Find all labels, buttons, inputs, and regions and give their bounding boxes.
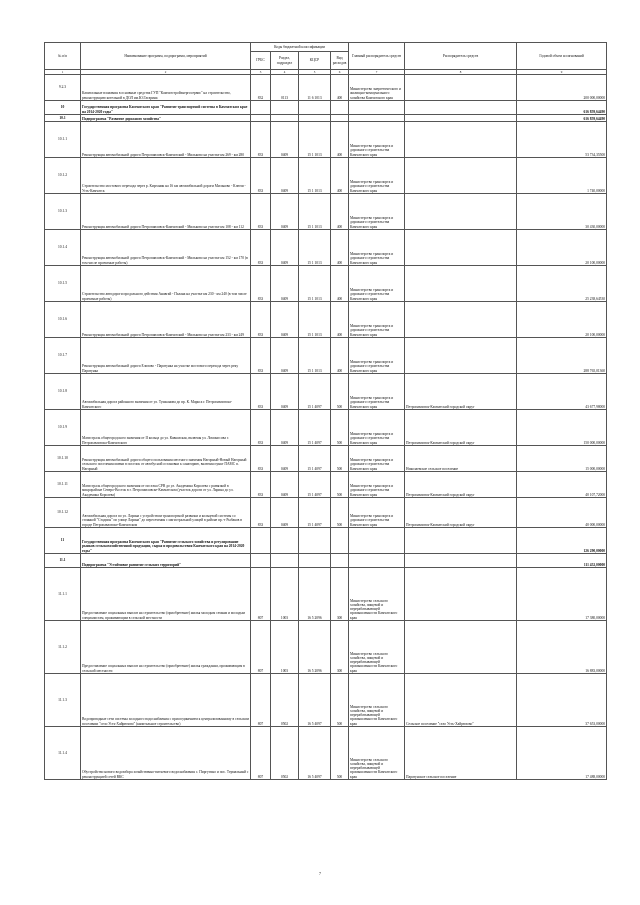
header-razdel: Раздел, подраздел xyxy=(271,52,299,70)
row-main-manager: Министерство транспорта и дорожного строительства Камчатского края xyxy=(349,446,405,472)
row-number: 10.1.1 xyxy=(45,122,81,158)
row-name: Реконструкция автомобильной дороги Петропавловск-Камчатский - Мильково на участке км 108 - км 112 xyxy=(81,194,251,230)
row-number: 9.2.3 xyxy=(45,75,81,101)
table-row xyxy=(45,554,607,568)
row-number: 10.1.3 xyxy=(45,194,81,230)
row-name: Реконструкция автомобильной дороги Елизово - Паратунка на участке мостового перехода через реку Паратунка xyxy=(81,338,251,374)
row-ksr xyxy=(299,115,331,122)
row-kvr: 400 xyxy=(331,158,349,194)
table-row xyxy=(45,194,607,230)
row-number: 10.1 xyxy=(45,115,81,122)
row-recipient: Петропавловск-Камчатский городской округ xyxy=(405,498,517,528)
row-number: 11 xyxy=(45,528,81,554)
row-number: 10.1.2 xyxy=(45,158,81,194)
column-number: 9 xyxy=(517,70,607,75)
row-grbs: 833 xyxy=(251,194,271,230)
row-amount: 20 100,00000 xyxy=(517,302,607,338)
row-main-manager: Министерство транспорта и дорожного строительства Камчатского края xyxy=(349,230,405,266)
column-number: 2 xyxy=(81,70,251,75)
row-name: Предоставление социальных выплат на строительство (приобретение) жилья гражданам, проживающим в сельской местности xyxy=(81,621,251,674)
row-amount: 111 452,00000 xyxy=(517,554,607,568)
row-kvr: 400 xyxy=(331,122,349,158)
row-main-manager xyxy=(349,528,405,554)
row-recipient xyxy=(405,266,517,302)
row-amount: 616 859,64490 xyxy=(517,101,607,115)
row-ksr: 15 1 1013 xyxy=(299,122,331,158)
row-ksr: 15 1 4097 xyxy=(299,472,331,498)
row-kvr: 400 xyxy=(331,338,349,374)
row-main-manager: Министерство транспорта и дорожного строительства Камчатского края xyxy=(349,472,405,498)
column-number: 1 xyxy=(45,70,81,75)
row-ksr: 16 5 2096 xyxy=(299,568,331,621)
row-number: 11.1.2 xyxy=(45,621,81,674)
row-razdel: 0409 xyxy=(271,338,299,374)
row-ksr: 15 1 1013 xyxy=(299,194,331,230)
row-amount: 40 107,72000 xyxy=(517,472,607,498)
row-grbs xyxy=(251,101,271,115)
row-kvr: 300 xyxy=(331,621,349,674)
row-number: 10 xyxy=(45,101,81,115)
row-kvr: 500 xyxy=(331,410,349,446)
table-row xyxy=(45,115,607,122)
row-grbs xyxy=(251,528,271,554)
budget-table xyxy=(44,42,607,780)
row-number: 11.1.1 xyxy=(45,568,81,621)
row-razdel: 0409 xyxy=(271,498,299,528)
row-main-manager xyxy=(349,554,405,568)
row-recipient xyxy=(405,554,517,568)
row-razdel xyxy=(271,554,299,568)
table-row xyxy=(45,122,607,158)
row-main-manager: Министерство сельского хозяйства, пищевой и перерабатывающей промышленности Камчатского края xyxy=(349,674,405,727)
row-ksr: 15 1 4097 xyxy=(299,374,331,410)
row-recipient xyxy=(405,338,517,374)
row-amount: 16 883,00000 xyxy=(517,621,607,674)
row-main-manager xyxy=(349,101,405,115)
row-grbs: 807 xyxy=(251,727,271,780)
column-number: 3 xyxy=(251,70,271,75)
row-main-manager: Министерство транспорта и дорожного строительства Камчатского края xyxy=(349,122,405,158)
row-razdel: 0409 xyxy=(271,194,299,230)
row-ksr: 15 1 1013 xyxy=(299,230,331,266)
row-name: Государственная программа Камчатского края "Развитие сельского хозяйства и регулирование рынков сельскохозяйственной продукции, сырья и продовольствия Камчатского края на 2014-2020 годы" xyxy=(81,528,251,554)
row-grbs: 807 xyxy=(251,621,271,674)
row-grbs: 833 xyxy=(251,410,271,446)
row-kvr: 400 xyxy=(331,302,349,338)
row-name: Предоставление социальных выплат на строительство (приобретение) жилья молодым семьям и молодым специалистам, проживающим в сельской местности xyxy=(81,568,251,621)
row-ksr: 15 1 1013 xyxy=(299,338,331,374)
row-recipient: Петропавловск-Камчатский городской округ xyxy=(405,410,517,446)
column-number: 6 xyxy=(331,70,349,75)
row-name: Реконструкция автомобильной дороги Петропавловск-Камчатский - Мильково на участке км 233 - км 249 xyxy=(81,302,251,338)
row-grbs: 833 xyxy=(251,122,271,158)
row-main-manager xyxy=(349,115,405,122)
row-main-manager: Министерство транспорта и дорожного строительства Камчатского края xyxy=(349,374,405,410)
row-main-manager: Министерство транспорта и дорожного строительства Камчатского края xyxy=(349,302,405,338)
row-kvr: 400 xyxy=(331,266,349,302)
row-name: Подпрограмма "Развитие дорожного хозяйства" xyxy=(81,115,251,122)
table-row xyxy=(45,472,607,498)
row-kvr: 500 xyxy=(331,727,349,780)
header-main-manager: Главный распорядитель средств xyxy=(349,43,405,70)
row-grbs: 833 xyxy=(251,230,271,266)
row-kvr: 400 xyxy=(331,194,349,230)
row-number: 10.1.4 xyxy=(45,230,81,266)
row-recipient: Николаевское сельское поселение xyxy=(405,446,517,472)
row-main-manager: Министерство транспорта и дорожного строительства Камчатского края xyxy=(349,158,405,194)
row-name: Строительство автодороги продольного действия Анавгай - Палана на участке км 230 - км 240 (в том числе проектные работы) xyxy=(81,266,251,302)
row-ksr: 16 5 4097 xyxy=(299,674,331,727)
row-grbs: 833 xyxy=(251,472,271,498)
row-name: Реконструкция автомобильной дороги Петропавловск-Камчатский - Мильково на участке км 269 - км 280 xyxy=(81,122,251,158)
table-row xyxy=(45,498,607,528)
row-ksr: 15 1 4097 xyxy=(299,446,331,472)
row-ksr: 15 1 1013 xyxy=(299,266,331,302)
row-number: 11.1.3 xyxy=(45,674,81,727)
row-razdel: 1003 xyxy=(271,621,299,674)
table-row xyxy=(45,674,607,727)
row-razdel: 0502 xyxy=(271,674,299,727)
row-number: 11.1 xyxy=(45,554,81,568)
row-recipient xyxy=(405,194,517,230)
row-amount: 20 100,00000 xyxy=(517,230,607,266)
row-grbs: 833 xyxy=(251,338,271,374)
row-amount: 15 000,00000 xyxy=(517,446,607,472)
row-razdel xyxy=(271,528,299,554)
row-number: 10.1.9 xyxy=(45,410,81,446)
row-amount: 53 734,35500 xyxy=(517,122,607,158)
row-razdel: 0409 xyxy=(271,302,299,338)
row-recipient xyxy=(405,302,517,338)
row-kvr xyxy=(331,101,349,115)
row-grbs: 833 xyxy=(251,158,271,194)
row-grbs: 807 xyxy=(251,674,271,727)
table-row xyxy=(45,621,607,674)
row-number: 10.1.7 xyxy=(45,338,81,374)
row-razdel xyxy=(271,101,299,115)
row-kvr: 300 xyxy=(331,568,349,621)
table-row xyxy=(45,410,607,446)
row-ksr: 16 5 2096 xyxy=(299,621,331,674)
row-main-manager: Министерство сельского хозяйства, пищевой и перерабатывающей промышленности Камчатского края xyxy=(349,727,405,780)
row-recipient xyxy=(405,158,517,194)
column-number: 7 xyxy=(349,70,405,75)
row-kvr: 500 xyxy=(331,674,349,727)
row-ksr xyxy=(299,554,331,568)
row-ksr: 15 1 4097 xyxy=(299,410,331,446)
row-main-manager: Министерство сельского хозяйства, пищевой и перерабатывающей промышленности Камчатского края xyxy=(349,621,405,674)
row-recipient: Сельское поселение "село Усть-Хайрюзово" xyxy=(405,674,517,727)
column-number: 4 xyxy=(271,70,299,75)
row-recipient: Петропавловск-Камчатский городской округ xyxy=(405,374,517,410)
column-number: 8 xyxy=(405,70,517,75)
row-amount: 37 653,00000 xyxy=(517,674,607,727)
row-ksr xyxy=(299,101,331,115)
row-grbs: 833 xyxy=(251,446,271,472)
row-razdel: 0502 xyxy=(271,727,299,780)
row-grbs: 807 xyxy=(251,568,271,621)
table-row xyxy=(45,568,607,621)
row-name: Автомобильная дорога по ул. Ларина с устройством транспортной развязки и кольцевой системы со стоянкой "Стадион" по улице Ларина" до пересечения с магистральной улицей в районе пр.-т Рыбаков в городе Петропавловске-Камчатском xyxy=(81,498,251,528)
row-razdel: 0409 xyxy=(271,122,299,158)
row-number: 10.1.11 xyxy=(45,472,81,498)
table-row xyxy=(45,101,607,115)
row-amount: 30 430,00000 xyxy=(517,194,607,230)
row-kvr: 500 xyxy=(331,472,349,498)
row-ksr: 15 1 1013 xyxy=(299,302,331,338)
row-razdel: 0113 xyxy=(271,75,299,101)
row-name: Строительство мостового перехода через р. Кирганик на 16 км автомобильной дороги Мильково - Ключи - Усть-Камчатск xyxy=(81,158,251,194)
row-name: Магистраль общегородского значения от поселка СРВ до ул. Академика Королева с развязкой в микрорайоне Северо-Восток в г. Петропавловске-Камчатском (участок дороги от ул. Ларина до ул. Академика Королева) xyxy=(81,472,251,498)
row-razdel: 0409 xyxy=(271,410,299,446)
row-name: Обустройство нового водозабора хозяйственно-питьевого водоснабжения с. Пиргутино и пос. Термальный с реконструкцией сетей ВКС xyxy=(81,727,251,780)
row-recipient xyxy=(405,101,517,115)
row-kvr: 500 xyxy=(331,374,349,410)
row-main-manager: Министерство сельского хозяйства, пищевой и перерабатывающей промышленности Камчатского края xyxy=(349,568,405,621)
column-number: 5 xyxy=(299,70,331,75)
table-row xyxy=(45,338,607,374)
table-row xyxy=(45,528,607,554)
row-grbs: 832 xyxy=(251,75,271,101)
row-amount: 40 000,00000 xyxy=(517,498,607,528)
row-number: 10.1.5 xyxy=(45,266,81,302)
row-main-manager: Министерство энергетического и жилищно-коммунального хозяйства Камчатского края xyxy=(349,75,405,101)
row-razdel: 1003 xyxy=(271,568,299,621)
row-razdel: 0409 xyxy=(271,472,299,498)
row-razdel: 0409 xyxy=(271,374,299,410)
header-grbs: ГРБС xyxy=(251,52,271,70)
row-amount: 126 290,00000 xyxy=(517,528,607,554)
row-name: Подпрограмма "Устойчивое развитие сельских территорий" xyxy=(81,554,251,568)
row-razdel: 0409 xyxy=(271,230,299,266)
row-grbs xyxy=(251,554,271,568)
row-grbs: 833 xyxy=(251,266,271,302)
page-number: 7 xyxy=(319,871,321,876)
row-number: 10.1.12 xyxy=(45,498,81,528)
row-grbs: 833 xyxy=(251,374,271,410)
row-amount: 25 238,64530 xyxy=(517,266,607,302)
header-codes-group: Коды бюджетной классификации xyxy=(251,43,349,52)
row-amount: 17 488,00000 xyxy=(517,727,607,780)
row-main-manager: Министерство транспорта и дорожного строительства Камчатского края xyxy=(349,194,405,230)
row-recipient xyxy=(405,230,517,266)
row-kvr xyxy=(331,528,349,554)
row-name: Государственная программа Камчатского края "Развитие транспортной системы в Камчатском крае на 2014-2020 годы" xyxy=(81,101,251,115)
row-main-manager: Министерство транспорта и дорожного строительства Камчатского края xyxy=(349,498,405,528)
table-row xyxy=(45,374,607,410)
row-recipient xyxy=(405,75,517,101)
row-name: Автомобильная дорога районного значения от ул. Тушканова до пр. К. Маркса г. Петропавловска-Камчатского xyxy=(81,374,251,410)
row-kvr: 500 xyxy=(331,498,349,528)
row-grbs xyxy=(251,115,271,122)
row-razdel xyxy=(271,115,299,122)
row-recipient xyxy=(405,621,517,674)
row-name: Реконструкция автомобильной дороги Петропавловск-Камчатский - Мильково на участке км 152 - км 170 (в том числе проектные работы) xyxy=(81,230,251,266)
table-row xyxy=(45,302,607,338)
row-main-manager: Министерство транспорта и дорожного строительства Камчатского края xyxy=(349,266,405,302)
row-ksr: 16 5 4097 xyxy=(299,727,331,780)
row-grbs: 833 xyxy=(251,302,271,338)
row-name: Водопроводные сети системы холодного водоснабжения с присоединением к централизованному в сельском поселении "село Усть-Хайрюзово" (капитальное строительство) xyxy=(81,674,251,727)
row-razdel: 0409 xyxy=(271,158,299,194)
table-row xyxy=(45,158,607,194)
table-row xyxy=(45,266,607,302)
row-name: Реконструкция автомобильной дороги общего пользования местного значения Нагорный-Новый Нагорный сельского поселения имени в поселок от автобусной остановки к санаторию, включая пункт ПАМС п. Нагорный xyxy=(81,446,251,472)
table-row xyxy=(45,446,607,472)
row-ksr xyxy=(299,528,331,554)
row-recipient xyxy=(405,122,517,158)
row-razdel: 0409 xyxy=(271,446,299,472)
row-kvr xyxy=(331,115,349,122)
row-number: 10.1.6 xyxy=(45,302,81,338)
row-ksr: 11 6 1013 xyxy=(299,75,331,101)
header-amount: Годовой объем ассигнований xyxy=(517,43,607,70)
row-ksr: 15 1 1013 xyxy=(299,158,331,194)
row-amount: 17 380,00000 xyxy=(517,568,607,621)
row-recipient xyxy=(405,528,517,554)
row-number: 10.1.10 xyxy=(45,446,81,472)
table-row xyxy=(45,230,607,266)
row-amount: 616 859,64490 xyxy=(517,115,607,122)
header-num: № п/п xyxy=(45,43,81,70)
row-kvr xyxy=(331,554,349,568)
row-amount: 150 000,00000 xyxy=(517,410,607,446)
header-name: Наименование программ, подпрограмм, мероприятий xyxy=(81,43,251,70)
row-number: 11.1.4 xyxy=(45,727,81,780)
row-number: 10.1.8 xyxy=(45,374,81,410)
row-amount: 288 765,01360 xyxy=(517,338,607,374)
table-row xyxy=(45,75,607,101)
row-recipient: Паратунское сельское поселение xyxy=(405,727,517,780)
budget-document xyxy=(44,42,606,780)
row-kvr: 400 xyxy=(331,75,349,101)
row-name: Капитальные вложения в основные средства ГУП "Камчатстройэнергосервис" на строительство, реконструкцию котельной в ДОЛ им.Ю.Гагарина xyxy=(81,75,251,101)
header-ksr: КЦСР xyxy=(299,52,331,70)
table-row xyxy=(45,727,607,780)
row-grbs: 833 xyxy=(251,498,271,528)
row-main-manager: Министерство транспорта и дорожного строительства Камчатского края xyxy=(349,338,405,374)
row-amount: 200 000,00000 xyxy=(517,75,607,101)
row-razdel: 0409 xyxy=(271,266,299,302)
header-kvr: Вид расходов xyxy=(331,52,349,70)
row-recipient: Петропавловск-Камчатский городской округ xyxy=(405,472,517,498)
row-recipient xyxy=(405,568,517,621)
row-amount: 43 677,98000 xyxy=(517,374,607,410)
row-amount: 1 740,00000 xyxy=(517,158,607,194)
row-kvr: 500 xyxy=(331,446,349,472)
row-recipient xyxy=(405,115,517,122)
row-ksr: 15 1 4097 xyxy=(299,498,331,528)
row-name: Магистраль общегородского значения от II кольца до ул. Кавказская, включая ул. Ломоносова г. Петропавловска-Камчатского xyxy=(81,410,251,446)
row-kvr: 400 xyxy=(331,230,349,266)
header-recipient: Распорядитель средств xyxy=(405,43,517,70)
row-main-manager: Министерство транспорта и дорожного строительства Камчатского края xyxy=(349,410,405,446)
